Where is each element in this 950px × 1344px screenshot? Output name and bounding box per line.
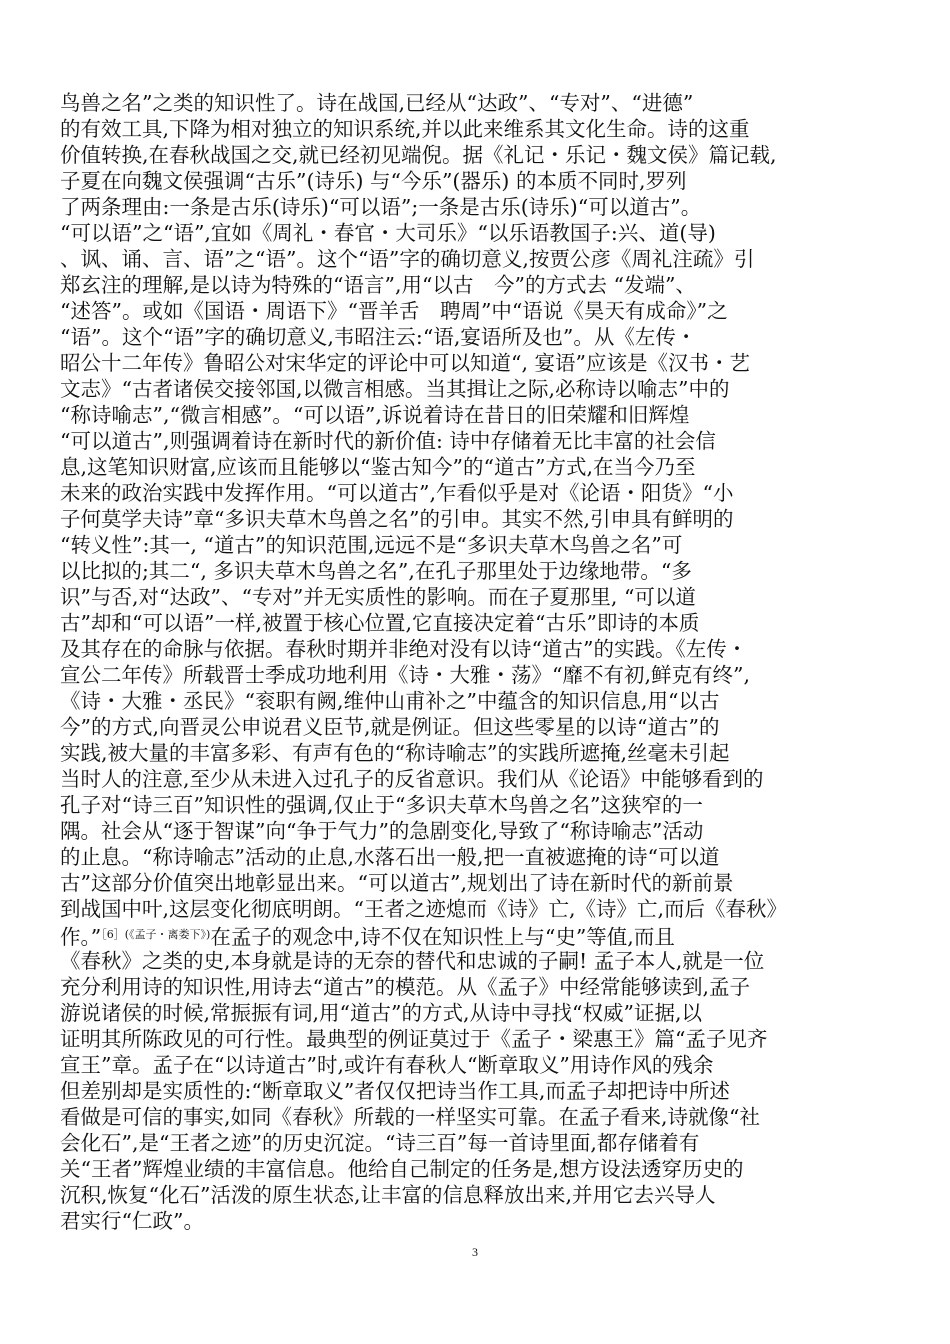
page-number: 3 <box>472 1245 478 1259</box>
text-line-20: 识”与否,对“达政”、“专对”并无实质性的影响。而在子夏那里, “可以道 <box>60 585 696 609</box>
text-line-7: 、讽、诵、言、语”之“语”。这个“语”字的确切意义,按贾公彦《周礼注疏》引 <box>60 247 755 271</box>
text-line-17: 子何莫学夫诗”章“多识夫草木鸟兽之名”的引申。其实不然,引申具有鲜明的 <box>60 507 734 531</box>
text-line-27: 当时人的注意,至少从未进入过孔子的反省意识。我们从《论语》中能够看到的 <box>60 767 764 791</box>
text-line-33-rest: 在孟子的观念中,诗不仅在知识性上与“史”等值,而且 <box>210 925 675 948</box>
text-line-44: 君实行“仁政”。 <box>60 1209 204 1233</box>
text-line-14: “可以道古”,则强调着诗在新时代的新价值: 诗中存储着无比丰富的社会信 <box>60 429 716 453</box>
text-line-36: 游说诸侯的时候,常振振有词,用“道古”的方式,从诗中寻找“权威”证据,以 <box>60 1001 702 1025</box>
text-line-42: 关“王者”辉煌业绩的丰富信息。他给自己制定的任务是,想方设法透穿历史的 <box>60 1157 744 1181</box>
text-line-18: “转义性”:其一, “道古”的知识范围,远远不是“多识夫草木鸟兽之名”可 <box>60 533 683 557</box>
text-line-8: 郑玄注的理解,是以诗为特殊的“语言”,用“以古 今”的方式去 “发端”、 <box>60 273 696 297</box>
text-line-37: 证明其所陈政见的可行性。最典型的例证莫过于《孟子・梁惠王》篇“孟子见齐 <box>60 1027 768 1051</box>
text-line-9: “述答”。或如《国语・周语下》“晋羊舌 聘周”中“语说《昊天有成命》”之 <box>60 299 728 323</box>
text-line-11: 昭公十二年传》鲁昭公对宋华定的评论中可以知道“, 宴语”应该是《汉书・艺 <box>60 351 750 375</box>
body-text <box>60 90 890 1260</box>
quote-end: 作。” <box>60 925 102 948</box>
text-line-5: 了两条理由:一条是古乐(诗乐)“可以语”;一条是古乐(诗乐)“可以道古”。 <box>60 195 702 219</box>
text-line-35: 充分利用诗的知识性,用诗去“道古”的模范。从《孟子》中经常能够读到,孟子 <box>60 975 750 999</box>
text-line-28: 孔子对“诗三百”知识性的强调,仅止于“多识夫草木鸟兽之名”这狭窄的一 <box>60 793 703 817</box>
text-line-29: 隅。社会从“逐于智谋”向“争于气力”的急剧变化,导致了“称诗喻志”活动 <box>60 819 704 843</box>
text-line-41: 会化石”,是“王者之迹”的历史沉淀。“诗三百”每一首诗里面,都存储着有 <box>60 1131 700 1155</box>
text-line-16: 未来的政治实践中发挥作用。“可以道古”,乍看似乎是对《论语・阳货》“小 <box>60 481 734 505</box>
text-line-40: 看做是可信的事实,如同《春秋》所载的一样坚实可靠。在孟子看来,诗就像“社 <box>60 1105 761 1129</box>
text-line-12: 文志》“古者诸侯交接邻国,以微言相感。当其揖让之际,必称诗以喻志”中的 <box>60 377 730 401</box>
text-line-30: 的止息。“称诗喻志”活动的止息,水落石出一般,把一直被遮掩的诗“可以道 <box>60 845 720 869</box>
text-line-31: 古”这部分价值突出地彰显出来。“可以道古”,规划出了诗在新时代的新前景 <box>60 871 734 895</box>
text-line-3: 价值转换,在春秋战国之交,就已经初见端倪。据《礼记・乐记・魏文侯》篇记载, <box>60 143 777 167</box>
text-line-25: 今”的方式,向晋灵公申说君义臣节,就是例证。但这些零星的以诗“道古”的 <box>60 715 720 739</box>
text-line-19: 以比拟的;其二“, 多识夫草木鸟兽之名”,在孔子那里处于边缘地带。“多 <box>60 559 692 583</box>
text-line-39: 但差别却是实质性的:“断章取义”者仅仅把诗当作工具,而孟子却把诗中所述 <box>60 1079 730 1103</box>
footnote-reference: ［6］(《孟子・离娄下》) <box>101 928 211 941</box>
text-line-2: 的有效工具,下降为相对独立的知识系统,并以此来维系其文化生命。诗的这重 <box>60 117 750 141</box>
text-line-38: 宣王”章。孟子在“以诗道古”时,或许有春秋人“断章取义”用诗作风的残余 <box>60 1053 714 1077</box>
text-line-43: 沉积,恢复“化石”活泼的原生状态,让丰富的信息释放出来,并用它去兴导人 <box>60 1183 716 1207</box>
text-line-10: “语”。这个“语”字的确切意义,韦昭注云:“语,宴语所及也”。从《左传・ <box>60 325 697 349</box>
text-line-13: “称诗喻志”,“微言相感”。“可以语”,诉说着诗在昔日的旧荣耀和旧辉煌 <box>60 403 690 427</box>
text-line-4: 子夏在向魏文侯强调“古乐”(诗乐) 与“今乐”(器乐) 的本质不同时,罗列 <box>60 169 687 193</box>
text-line-21: 古”却和“可以语”一样,被置于核心位置,它直接决定着“古乐”即诗的本质 <box>60 611 700 635</box>
text-line-22: 及其存在的命脉与依据。春秋时期并非绝对没有以诗“道古”的实践。《左传・ <box>60 637 748 661</box>
text-line-32: 到战国中叶,这层变化彻底明朗。“王者之迹熄而《诗》亡,《诗》亡,而后《春秋》 <box>60 897 788 921</box>
text-line-26: 实践,被大量的丰富多彩、有声有色的“称诗喻志”的实践所遮掩,丝毫未引起 <box>60 741 730 765</box>
text-line-6: “可以语”之“语”,宜如《周礼・春官・大司乐》“以乐语教国子:兴、道(导) <box>60 221 716 245</box>
text-line-15: 息,这笔知识财富,应该而且能够以“鉴古知今”的“道古”方式,在当今乃至 <box>60 455 696 479</box>
text-line-24: 《诗・大雅・丞民》“衮职有阙,维仲山甫补之”中蕴含的知识信息,用“以古 <box>60 689 720 713</box>
text-line-23: 宣公二年传》所载晋士季成功地利用《诗・大雅・荡》“靡不有初,鲜克有终”, <box>60 663 750 687</box>
text-line-33 <box>60 922 890 948</box>
text-line-1: 鸟兽之名”之类的知识性了。诗在战国,已经从“达政”、“专对”、“进德” <box>60 91 694 115</box>
text-line-34: 《春秋》之类的史,本身就是诗的无奈的替代和忠诚的子嗣! 孟子本人,就是一位 <box>60 949 765 973</box>
